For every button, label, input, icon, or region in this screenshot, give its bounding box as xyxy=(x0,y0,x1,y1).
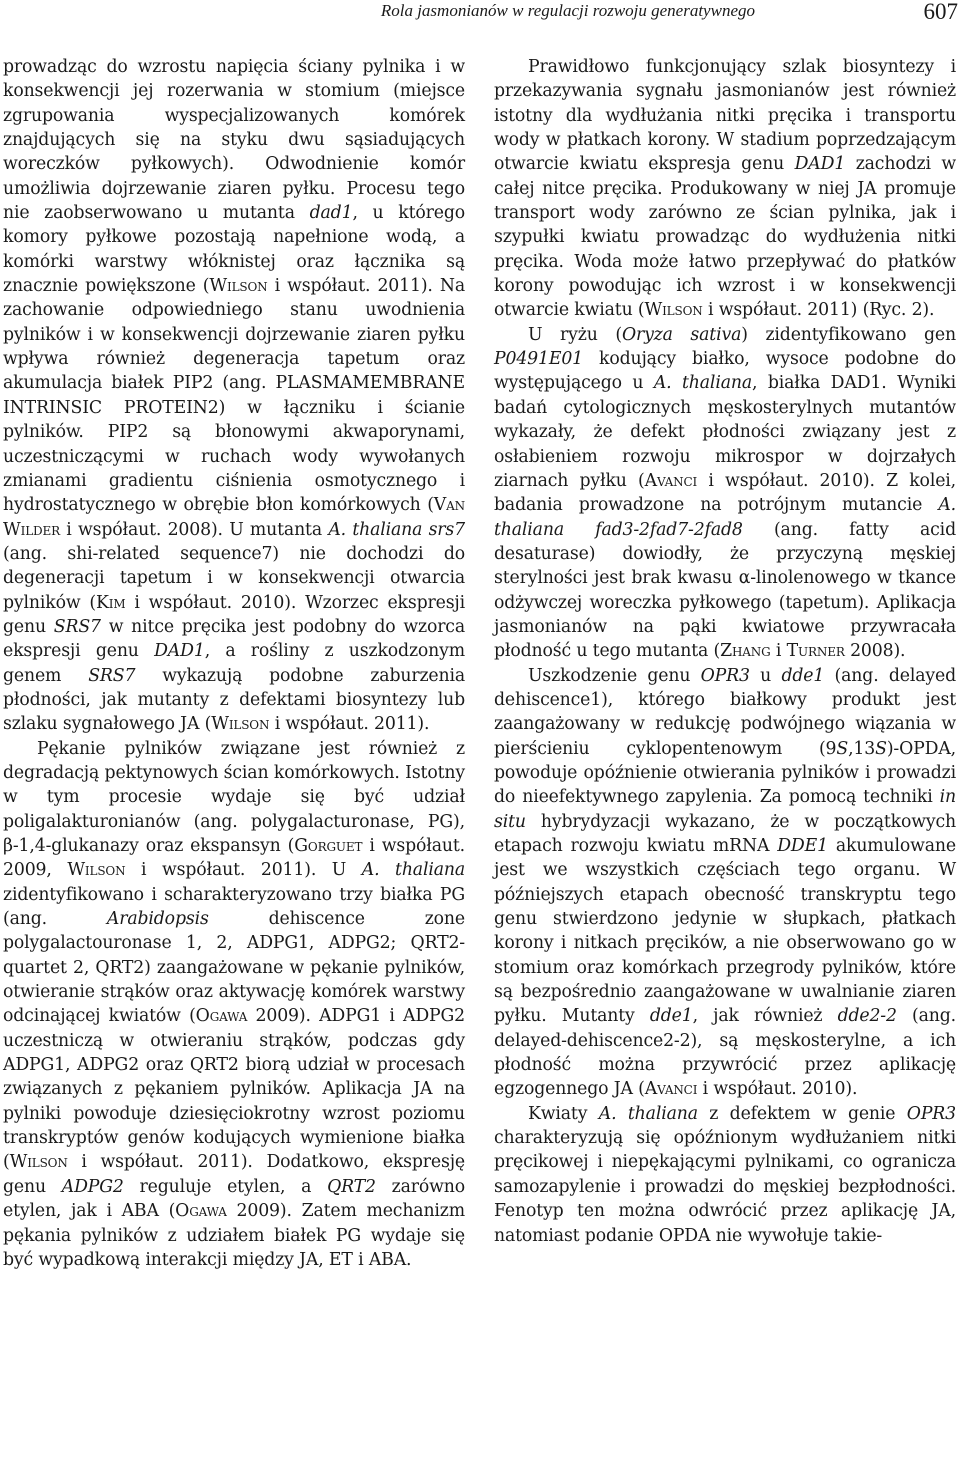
left-column xyxy=(3,55,465,1272)
paragraph: Pękanie pylników związane jest również z degradacją pektynowych ścian komórkowych. Istotny w tym procesie wydaje się być udział poligalakturonianów (ang. polygalacturonase, PG), β-1,4-glukanazy oraz ekspansyn (Gorguet i współaut. 2009, Wilson i współaut. 2011). U A. thaliana zidentyfikowano i scharakteryzowano trzy białka PG (ang. Arabidopsis dehiscence zone polygalactouronase 1, 2, ADPG1, ADPG2; QRT2-quartet 2, QRT2) zaangażowane w pękanie pylników, otwieranie strąków oraz aktywację komórek warstwy odcinającej kwiatów (Ogawa 2009). ADPG1 i ADPG2 uczestniczą w otwieraniu strąków, podczas gdy ADPG1, ADPG2 oraz QRT2 biorą udział w procesach związanych z pękaniem pylników. Aplikacja JA na pylniki powoduje dziesięciokrotny wzrost poziomu transkryptów genów kodujących wymienione białka (Wilson i współaut. 2011). Dodatkowo, ekspresję genu ADPG2 reguluje etylen, a QRT2 zarówno etylen, jak i ABA (Ogawa 2009). Zatem mechanizm pękania pylników z udziałem białek PG wydaje się być wypadkową interakcji między JA, ET i ABA. xyxy=(3,738,466,1270)
paragraph: prowadząc do wzrostu napięcia ściany pylnika i w konsekwencji jej rozerwania w stomium (miejsce zgrupowania wyspecjalizowanych komórek znajdujących się na styku dwu sąsiadujących woreczków pyłkowych). Odwodnienie komór umożliwia dojrzewanie ziaren pyłku. Procesu tego nie zaobserwowano u mutanta dad1, u którego komory pyłkowe pozostają napełnione wodą, a komórki warstwy włóknistej oraz łącznika są znacznie powiększone (Wilson i współaut. 2011). Na zachowanie odpowiedniego stanu uwodnienia pylników i w konsekwencji dojrzewanie ziaren pyłku wpływa również degeneracja tapetum oraz akumulacja białek PIP2 (ang. PLASMAMEMBRANE INTRINSIC PROTEIN2) w łączniku i ścianie pylników. PIP2 są błonowymi akwaporynami, uczestniczącymi w ruchach wody wywołanych zmianami gradientu ciśnienia osmotycznego i hydrostatycznego w obrębie błon komórkowych (Van Wilder i współaut. 2008). U mutanta A. thaliana srs7 (ang. shi-related sequence7) nie dochodzi do degeneracji tapetum i w konsekwencji otwarcia pylników (Kim i współaut. 2010). Wzorzec ekspresji genu SRS7 w nitce pręcika jest podobny do wzorca ekspresji genu DAD1, a rośliny z uszkodzonym genem SRS7 wykazują podobne zaburzenia płodności, jak mutanty z defektami biosyntezy lub szlaku sygnałowego JA (Wilson i współaut. 2011). xyxy=(3,57,465,735)
paragraph: Kwiaty A. thaliana z defektem w genie OPR3 charakteryzują się opóźnionym wydłużaniem nitki pręcikowej i niepękającymi pylnikami, co ogranicza samozapylenie i prowadzi do męskiej bezpłodności. Fenotyp ten można odwrócić przez aplikację JA, natomiast podanie OPDA nie wywołuje takie- xyxy=(494,1103,956,1246)
right-column xyxy=(494,55,956,1248)
page-number: 607 xyxy=(923,0,958,24)
running-head xyxy=(0,0,960,30)
paragraph: Uszkodzenie genu OPR3 u dde1 (ang. delayed dehiscence1), którego białkowy produkt jest zaangażowany w redukcję podwójnego wiązania w pierścieniu cyklopentenowym (9S,13S)-OPDA, powoduje opóźnienie otwierania pylników i prowadzi do nieefektywnego zapylenia. Za pomocą techniki in situ hybrydyzacji wykazano, że w początkowych etapach rozwoju kwiatu mRNA DDE1 akumulowane jest we wszystkich częściach tego organu. W późniejszych etapach obecność transkryptu tego genu stwierdzono jedynie w słupkach, płatkach korony i nitkach pręcików, a nie obserwowano go w stomium oraz komórkach przegrody pylników, które są bezpośrednio zaangażowane w uwalnianie ziaren pyłku. Mutanty dde1, jak również dde2-2 (ang. delayed-dehiscence2-2), są męskosterylne, a ich płodność można przywrócić przez aplikację egzogennego JA (Avanci i współaut. 2010). xyxy=(494,665,957,1100)
paragraph: Prawidłowo funkcjonujący szlak biosyntezy i przekazywania sygnału jasmonianów jest również istotny dla wydłużania nitki pręcika i transportu wody w płatkach korony. W stadium poprzedzającym otwarcie kwiatu ekspresja genu DAD1 zachodzi w całej nitce pręcika. Produkowany w niej JA promuje transport wody zarówno ze ścian pylnika, jak i szypułki kwiatu prowadząc do wydłużenia nitki pręcika. Woda może łatwo przepływać do płatków korony powodując ich wzrost i w konsekwencji otwarcie kwiatu (Wilson i współaut. 2011) (Ryc. 2). xyxy=(494,57,956,321)
paragraph: U ryżu (Oryza sativa) zidentyfikowano gen P0491E01 kodujący białko, wysoce podobne do występującego u A. thaliana, białka DAD1. Wyniki badań cytologicznych męskosterylnych mutantów wykazały, że defekt płodności związany jest z osłabieniem rozwoju mikrospor w dojrzałych ziarnach pyłku (Avanci i współaut. 2010). Z kolei, badania prowadzone na potrójnym mutancie A. thaliana fad3-2fad7-2fad8 (ang. fatty acid desaturase) dowiodły, że przyczyną męskiej sterylności jest brak kwasu α-linolenowego w tkance odżywczej woreczka pyłkowego (tapetum). Aplikacja jasmonianów na pąki kwiatowe przywracała płodność u tego mutanta (Zhang i Turner 2008). xyxy=(494,324,957,662)
running-title: Rola jasmonianów w regulacji rozwoju generatywnego xyxy=(380,1,755,20)
